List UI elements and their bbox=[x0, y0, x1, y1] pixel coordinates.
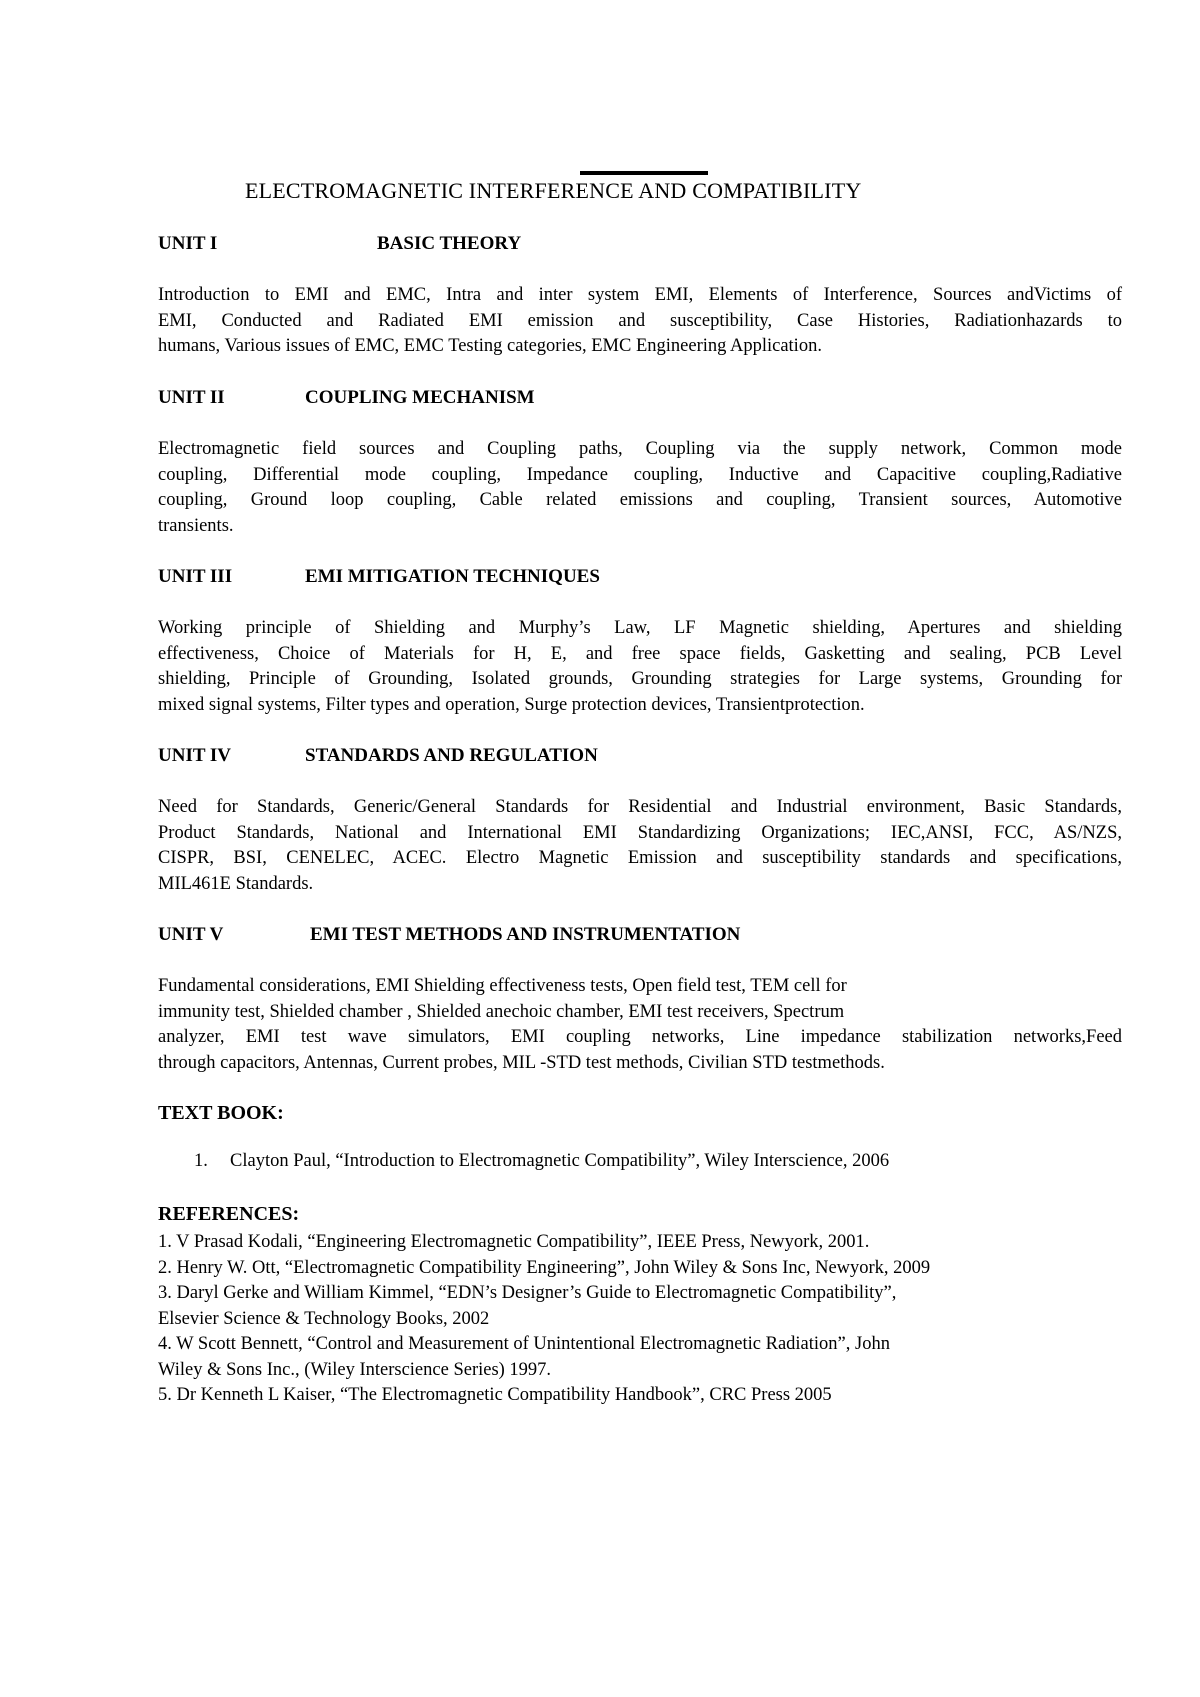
unit-3-number: UNIT III bbox=[158, 566, 233, 587]
reference-line: 3. Daryl Gerke and William Kimmel, “EDN’s Designer’s Guide to Electromagnetic Compatibility”, bbox=[158, 1283, 897, 1303]
unit-4-number: UNIT IV bbox=[158, 745, 232, 766]
unit-5-line: analyzer, EMI test wave simulators, EMI coupling networks, Line impedance stabilization networks,Feed bbox=[158, 1027, 1122, 1047]
unit-5-line: through capacitors, Antennas, Current probes, MIL -STD test methods, Civilian STD testmethods. bbox=[158, 1052, 885, 1073]
unit-1-number: UNIT I bbox=[158, 233, 218, 254]
unit-2-line: coupling, Differential mode coupling, Impedance coupling, Inductive and Capacitive coupling,Radiative bbox=[158, 464, 1122, 485]
reference-line: 1. V Prasad Kodali, “Engineering Electromagnetic Compatibility”, IEEE Press, Newyork, 2001. bbox=[158, 1232, 870, 1252]
unit-1-name: BASIC THEORY bbox=[377, 233, 522, 254]
unit-2-name: COUPLING MECHANISM bbox=[305, 387, 535, 408]
reference-line: 5. Dr Kenneth L Kaiser, “The Electromagnetic Compatibility Handbook”, CRC Press 2005 bbox=[158, 1385, 832, 1405]
reference-line: 2. Henry W. Ott, “Electromagnetic Compatibility Engineering”, John Wiley & Sons Inc, Newyork, 2009 bbox=[158, 1257, 931, 1278]
unit-3-line: Working principle of Shielding and Murphy’s Law, LF Magnetic shielding, Apertures and shielding bbox=[158, 618, 1122, 638]
unit-5-line: Fundamental considerations, EMI Shielding effectiveness tests, Open field test, TEM cell for bbox=[158, 976, 847, 996]
unit-4-line: MIL461E Standards. bbox=[158, 873, 314, 894]
reference-line: Elsevier Science & Technology Books, 2002 bbox=[158, 1308, 490, 1329]
text-book-item-text: Clayton Paul, “Introduction to Electromagnetic Compatibility”, Wiley Interscience, 2006 bbox=[230, 1151, 890, 1171]
text-book-heading: TEXT BOOK: bbox=[158, 1102, 284, 1124]
unit-1-line: Introduction to EMI and EMC, Intra and inter system EMI, Elements of Interference, Sources andVictims of bbox=[158, 285, 1122, 305]
unit-2-line: Electromagnetic field sources and Coupling paths, Coupling via the supply network, Common mode bbox=[158, 439, 1122, 459]
text-book-item bbox=[194, 1151, 889, 1172]
unit-2-description bbox=[158, 437, 1122, 539]
unit-4-line: CISPR, BSI, CENELEC, ACEC. Electro Magnetic Emission and susceptibility standards and specifications, bbox=[158, 848, 1122, 868]
unit-4-line: Need for Standards, Generic/General Standards for Residential and Industrial environment, Basic Standards, bbox=[158, 797, 1122, 817]
unit-3-description bbox=[158, 616, 1122, 718]
unit-1-description bbox=[158, 283, 1122, 360]
unit-3-heading bbox=[158, 566, 758, 590]
unit-5-heading bbox=[158, 924, 858, 948]
unit-4-line: Product Standards, National and International EMI Standardizing Organizations; IEC,ANSI, FCC, AS/NZS, bbox=[158, 822, 1122, 843]
unit-2-number: UNIT II bbox=[158, 387, 225, 408]
title-top-rule bbox=[580, 171, 708, 175]
unit-4-name: STANDARDS AND REGULATION bbox=[305, 745, 598, 766]
document-title: ELECTROMAGNETIC INTERFERENCE AND COMPATIBILITY bbox=[245, 178, 862, 203]
unit-1-heading bbox=[158, 233, 558, 257]
unit-5-description bbox=[158, 974, 1122, 1076]
unit-4-description bbox=[158, 795, 1122, 897]
text-book-item-number: 1. bbox=[194, 1151, 208, 1171]
references-heading: REFERENCES: bbox=[158, 1203, 300, 1225]
unit-3-line: mixed signal systems, Filter types and operation, Surge protection devices, Transientprotection. bbox=[158, 694, 865, 715]
unit-3-name: EMI MITIGATION TECHNIQUES bbox=[305, 566, 600, 587]
unit-1-line: EMI, Conducted and Radiated EMI emission and susceptibility, Case Histories, Radiationhazards to bbox=[158, 310, 1122, 331]
unit-3-line: effectiveness, Choice of Materials for H, E, and free space fields, Gasketting and sealing, PCB Level bbox=[158, 643, 1122, 664]
unit-2-line: transients. bbox=[158, 515, 234, 536]
unit-3-line: shielding, Principle of Grounding, Isolated grounds, Grounding strategies for Large systems, Grounding for bbox=[158, 669, 1122, 689]
unit-1-line: humans, Various issues of EMC, EMC Testing categories, EMC Engineering Application. bbox=[158, 336, 822, 356]
unit-5-line: immunity test, Shielded chamber , Shielded anechoic chamber, EMI test receivers, Spectrum bbox=[158, 1001, 845, 1022]
reference-line: 4. W Scott Bennett, “Control and Measurement of Unintentional Electromagnetic Radiation”, John bbox=[158, 1334, 890, 1354]
unit-4-heading bbox=[158, 745, 758, 769]
reference-line: Wiley & Sons Inc., (Wiley Interscience Series) 1997. bbox=[158, 1359, 552, 1380]
references-list bbox=[158, 1230, 930, 1409]
unit-5-name: EMI TEST METHODS AND INSTRUMENTATION bbox=[310, 924, 741, 945]
unit-2-line: coupling, Ground loop coupling, Cable related emissions and coupling, Transient sources, Automotive bbox=[158, 490, 1122, 510]
unit-5-number: UNIT V bbox=[158, 924, 224, 945]
unit-2-heading bbox=[158, 387, 658, 411]
